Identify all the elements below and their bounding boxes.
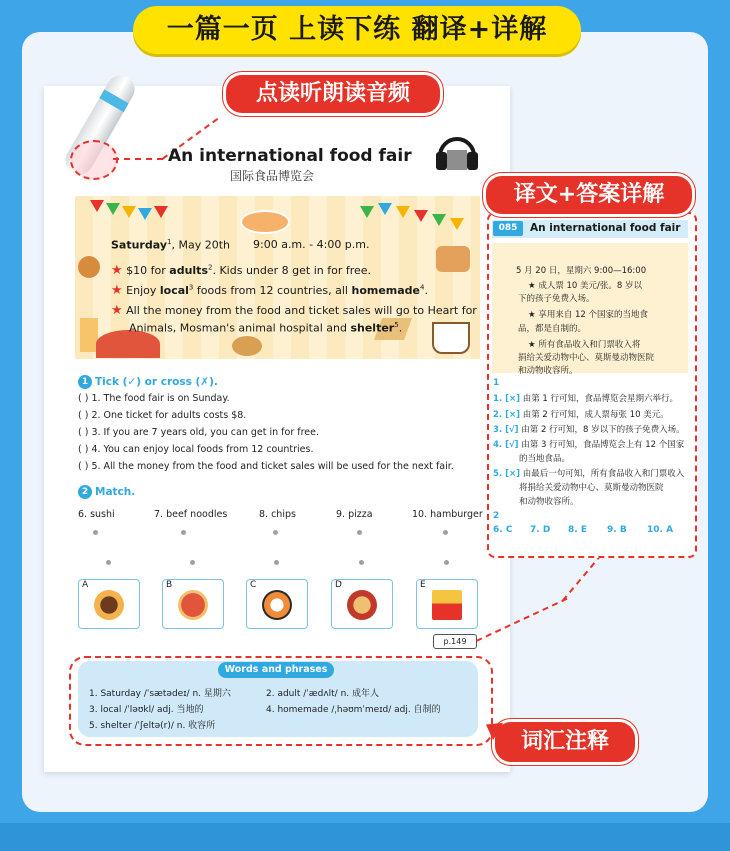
match-answer: 10. A [647, 525, 674, 535]
chips-icon [432, 590, 462, 620]
poster-line-3: ★ All the money from the food and ticket sales will go to Heart for [111, 303, 477, 318]
answer-key-4-cont: 的当地食品。 [519, 454, 571, 464]
section-1-label: Tick (✓) or cross (✗). [95, 376, 218, 388]
vocab-item-5: 5. shelter /ˈʃeltə(r)/ n. 收容所 [89, 721, 216, 731]
answer-key-5-cont: 将捐给关爱动物中心、莫斯曼动物医院 [519, 483, 664, 493]
match-picture-b[interactable]: B [162, 579, 224, 629]
match-word-9: 9. pizza [336, 509, 373, 520]
match-dot-top[interactable] [181, 530, 186, 535]
answer-key-5: 5. [×] 由最后一句可知，所有食品收入和门票收入 [493, 469, 685, 479]
match-answer: 8. E [568, 525, 587, 535]
pizza-icon [178, 590, 208, 620]
hamburger-icon [94, 590, 124, 620]
translation-line: 5 月 20 日，星期六 9:00—16:00 [516, 266, 647, 276]
match-dot-bottom[interactable] [106, 560, 111, 565]
match-dot-bottom[interactable] [190, 560, 195, 565]
vocab-item-2: 2. adult /ˈædʌlt/ n. 成年人 [266, 689, 380, 699]
words-and-phrases-title: Words and phrases [218, 662, 334, 678]
match-picture-c[interactable]: C [246, 579, 308, 629]
page-reference[interactable]: p.149 [433, 634, 477, 649]
match-word-8: 8. chips [259, 509, 296, 520]
match-dot-bottom[interactable] [359, 560, 364, 565]
match-dot-top[interactable] [357, 530, 362, 535]
question-5[interactable]: ( ) 5. All the money from the food and ticket sales will be used for the next fair. [78, 461, 454, 472]
section-2-number: 2 [78, 485, 92, 499]
dashed-connector [113, 158, 163, 160]
answer-title: An international food fair [530, 222, 681, 234]
answer-key-1: 1. [×] 由第 1 行可知，食品博览会星期六举行。 [493, 394, 679, 404]
match-dot-top[interactable] [273, 530, 278, 535]
match-word-6: 6. sushi [78, 509, 115, 520]
match-dot-bottom[interactable] [444, 560, 449, 565]
sushi-icon [262, 590, 292, 620]
match-word-7: 7. beef noodles [154, 509, 228, 520]
answer-number: 085 [493, 221, 523, 236]
match-picture-d[interactable]: D [331, 579, 393, 629]
answer-section-2: 2 [493, 511, 500, 521]
question-1[interactable]: ( ) 1. The food fair is on Sunday. [78, 393, 230, 404]
match-answer: 7. D [530, 525, 551, 535]
match-answer: 6. C [493, 525, 513, 535]
question-2[interactable]: ( ) 2. One ticket for adults costs $8. [78, 410, 247, 421]
match-word-10: 10. hamburger [412, 509, 483, 520]
translation-line: 捐给关爱动物中心、莫斯曼动物医院 [518, 353, 655, 363]
vocab-item-4: 4. homemade /ˌhəʊmˈmeɪd/ adj. 自制的 [266, 705, 441, 715]
poster-time: 9:00 a.m. - 4:00 p.m. [253, 238, 370, 251]
vocab-tag: 词汇注释 [495, 722, 635, 762]
translation-line: ★ 享用来自 12 个国家的当地食 [528, 310, 649, 320]
match-picture-e[interactable]: E [416, 579, 478, 629]
cookies-icon [232, 336, 262, 356]
answer-key-2: 2. [×] 由第 2 行可知，成人票每张 10 美元。 [493, 410, 669, 420]
translation-line: ★ 所有食品收入和门票收入将 [528, 340, 641, 350]
croissant-icon [78, 256, 100, 278]
translation-line: ★ 成人票 10 美元/张。8 岁以 [528, 281, 643, 291]
translation-line: 下的孩子免费入场。 [518, 294, 595, 304]
poster-line-2: ★ Enjoy local$^3$ foods from 12 countries, all homemade$^4$. [111, 283, 428, 298]
vocab-item-1: 1. Saturday /ˈsætədeɪ/ n. 星期六 [89, 689, 231, 699]
poster-line-4: Animals, Mosman's animal hospital and shelter$^5$. [129, 321, 403, 335]
pen-touch-point-icon[interactable] [70, 140, 118, 180]
top-banner [133, 6, 581, 54]
answer-tag: 译文+答案详解 [486, 176, 692, 214]
section-2-label: Match. [95, 486, 136, 498]
question-3[interactable]: ( ) 3. If you are 7 years old, you can get in for free. [78, 427, 320, 438]
beef-noodles-icon [347, 590, 377, 620]
poster-line-1: ★ $10 for adults$^2$. Kids under 8 get in for free. [111, 263, 372, 278]
match-answer: 9. B [607, 525, 627, 535]
answer-key-3: 3. [√] 由第 2 行可知，8 岁以下的孩子免费入场。 [493, 425, 685, 435]
page-title: An international food fair [168, 146, 412, 166]
translation-line: 和动物收容所。 [518, 366, 578, 376]
pancakes-icon [436, 246, 470, 272]
match-dot-top[interactable] [443, 530, 448, 535]
poster-date: Saturday$^1$, May 20th [111, 238, 230, 252]
vocab-item-3: 3. local /ˈləʊkl/ adj. 当地的 [89, 705, 204, 715]
match-dot-bottom[interactable] [274, 560, 279, 565]
listen-audio-tag: 点读听朗读音频 [226, 75, 440, 113]
answer-key-4: 4. [√] 由第 3 行可知，食品博览会上有 12 个国家 [493, 440, 685, 450]
answer-key-5-cont: 和动物收容所。 [519, 497, 579, 507]
page-subtitle: 国际食品博览会 [230, 169, 315, 183]
banner-text: 一篇一页 上读下练 翻译+详解 [166, 14, 548, 45]
translation-line: 品，都是自制的。 [518, 324, 587, 334]
match-picture-a[interactable]: A [78, 579, 140, 629]
coffee-cup-icon [432, 322, 470, 354]
question-4[interactable]: ( ) 4. You can enjoy local foods from 12 countries. [78, 444, 314, 455]
match-dot-top[interactable] [93, 530, 98, 535]
headphones-icon[interactable] [434, 130, 480, 174]
section-1-number: 1 [78, 375, 92, 389]
salad-plate-icon [240, 210, 290, 234]
answer-section-1: 1 [493, 378, 500, 388]
